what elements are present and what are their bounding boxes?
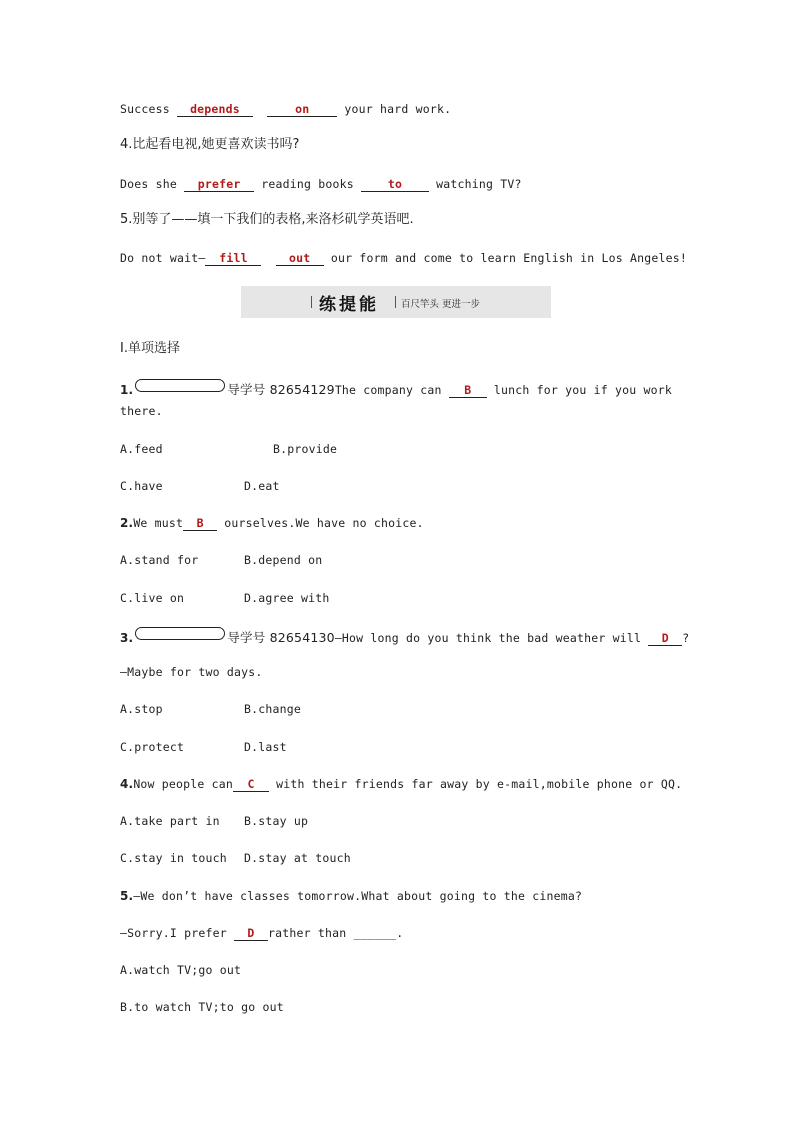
option-b: B.change <box>244 702 301 716</box>
sentence-text: reading books <box>254 177 361 191</box>
answer-blank: on <box>267 102 337 117</box>
banner-divider <box>311 296 312 308</box>
answer-blank: B <box>449 383 487 398</box>
option-c: C.protect <box>120 740 185 754</box>
question-2-options-row2 <box>120 590 330 606</box>
question-1-options-row2 <box>120 478 280 494</box>
section-banner <box>241 286 551 318</box>
translation-item-3 <box>120 101 451 117</box>
answer-blank: D <box>648 631 682 646</box>
question-stem: ourselves.We have no choice. <box>217 516 424 530</box>
sentence-text: our form and come to learn English in Los Angeles! <box>323 251 688 265</box>
question-number: 2. <box>120 516 134 530</box>
section-heading: Ⅰ.单项选择 <box>120 341 180 356</box>
question-stem: —We don’t have classes tomorrow.What about going to the cinema? <box>133 889 583 903</box>
question-1-stem <box>120 379 672 398</box>
sentence-text: Does she <box>120 177 185 191</box>
sentence-text: Do not wait— <box>120 251 206 265</box>
question-2-options-row1 <box>120 552 323 568</box>
banner-title: 练提能 <box>319 295 379 315</box>
question-stem: —How long do you think the bad weather will <box>334 631 649 645</box>
question-4-options-row2 <box>120 850 351 866</box>
question-5-option-b: B.to watch TV;to go out <box>120 1000 284 1014</box>
question-1-stem-cont: there. <box>120 404 163 418</box>
question-3-options-row1 <box>120 701 301 717</box>
option-d: D.agree with <box>244 591 330 605</box>
option-b: B.stay up <box>244 814 309 828</box>
question-ref: 导学号 82654130 <box>227 630 335 645</box>
question-4-stem <box>120 776 682 792</box>
question-stem: We must <box>133 516 184 530</box>
question-1-options-row1 <box>120 441 338 457</box>
answer-blank: out <box>276 251 324 266</box>
answer-blank: depends <box>177 102 253 117</box>
ref-tag-box <box>135 627 225 640</box>
option-b: B.depend on <box>244 553 323 567</box>
ref-tag-box <box>135 379 225 392</box>
option-d: D.eat <box>244 479 280 493</box>
answer-blank: fill <box>205 251 261 266</box>
sentence-text: Success <box>120 102 177 116</box>
question-number: 3. <box>120 631 134 645</box>
question-stem: rather than ______. <box>267 926 404 940</box>
question-5-option-a: A.watch TV;go out <box>120 963 242 977</box>
question-stem: Now people can <box>133 777 234 791</box>
option-a: A.stand for <box>120 553 199 567</box>
answer-blank: to <box>361 177 429 192</box>
option-d: D.stay at touch <box>244 851 351 865</box>
option-b: B.provide <box>273 442 338 456</box>
translation-item-5-prompt: 5.别等了——填一下我们的表格,来洛杉矶学英语吧. <box>120 212 414 227</box>
question-stem: —Sorry.I prefer <box>120 926 234 940</box>
question-stem: lunch for you if you work <box>486 383 673 397</box>
option-d: D.last <box>244 740 287 754</box>
translation-item-4-prompt: 4.比起看电视,她更喜欢读书吗? <box>120 137 300 152</box>
question-stem: ? <box>682 631 690 645</box>
translation-item-4 <box>120 176 522 192</box>
sentence-text: your hard work. <box>337 102 452 116</box>
answer-blank: prefer <box>184 177 254 192</box>
question-number: 1. <box>120 383 134 397</box>
answer-blank: B <box>183 516 217 531</box>
option-c: C.live on <box>120 591 185 605</box>
banner-divider <box>395 296 396 308</box>
option-a: A.take part in <box>120 814 220 828</box>
question-4-options-row1 <box>120 813 309 829</box>
sentence-text: watching TV? <box>428 177 522 191</box>
option-a: A.stop <box>120 702 163 716</box>
question-3-stem-cont: —Maybe for two days. <box>120 665 263 679</box>
question-5-stem <box>120 888 582 904</box>
question-3-options-row2 <box>120 739 287 755</box>
option-c: C.have <box>120 479 163 493</box>
question-3-stem <box>120 627 689 646</box>
answer-blank: C <box>233 777 269 792</box>
question-number: 5. <box>120 889 134 903</box>
option-c: C.stay in touch <box>120 851 227 865</box>
question-5-stem-cont <box>120 925 403 941</box>
question-stem: The company can <box>334 383 449 397</box>
question-number: 4. <box>120 777 134 791</box>
banner-subtitle: 百尺竿头 更进一步 <box>401 299 481 310</box>
translation-item-5 <box>120 250 687 266</box>
question-2-stem <box>120 515 424 531</box>
question-stem: with their friends far away by e-mail,mobile phone or QQ. <box>269 777 683 791</box>
question-ref: 导学号 82654129 <box>227 382 335 397</box>
answer-blank: D <box>234 926 268 941</box>
option-a: A.feed <box>120 442 163 456</box>
